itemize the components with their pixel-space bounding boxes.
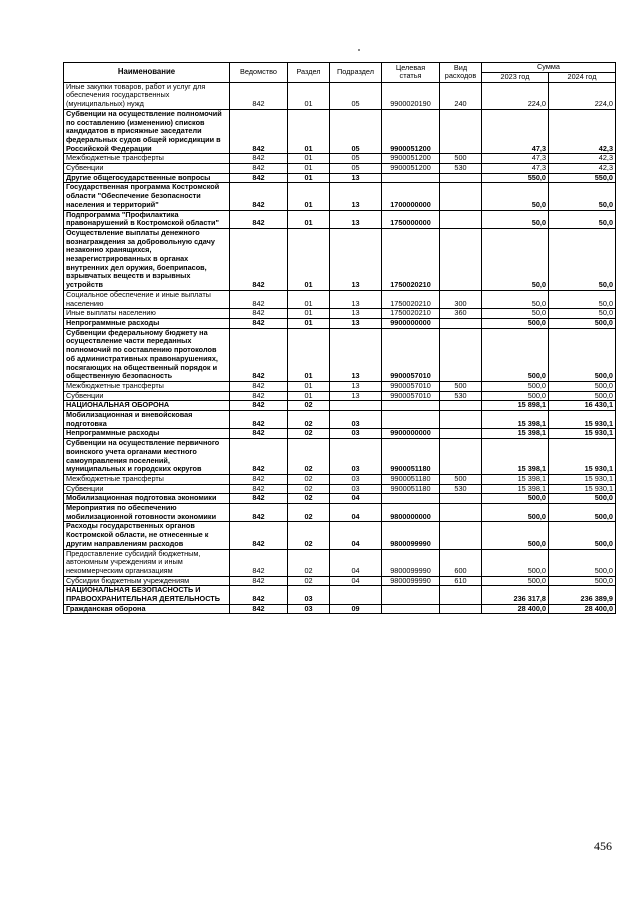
row-name: Мероприятия по обеспечению мобилизационной готовности экономики [64,504,230,522]
row-target: 9900057010 [382,391,440,401]
row-exp-type: 610 [440,576,482,586]
row-name: Межбюджетные трансферты [64,474,230,484]
row-target: 9900051200 [382,164,440,174]
row-sum-2024: 500,0 [549,391,616,401]
row-section: 01 [288,164,330,174]
row-section: 02 [288,439,330,475]
row-sum-2023: 500,0 [482,318,549,328]
header-sum: Сумма [482,63,616,73]
table-row [64,586,616,604]
row-name: Межбюджетные трансферты [64,154,230,164]
row-exp-type: 500 [440,474,482,484]
row-exp-type: 500 [440,381,482,391]
row-subsection: 04 [330,576,382,586]
row-target [382,173,440,183]
row-name: Другие общегосударственные вопросы [64,173,230,183]
row-subsection: 13 [330,210,382,228]
header-exp-type: Вид расходов [440,63,482,83]
row-sum-2023: 47,3 [482,164,549,174]
row-sum-2023: 50,0 [482,210,549,228]
table-row [64,504,616,522]
row-target: 9900020190 [382,82,440,109]
row-dept: 842 [230,210,288,228]
row-subsection: 03 [330,439,382,475]
row-sum-2024: 16 430,1 [549,401,616,411]
row-sum-2023: 500,0 [482,494,549,504]
row-subsection: 04 [330,549,382,576]
row-sum-2023: 500,0 [482,328,549,381]
row-section: 01 [288,318,330,328]
row-sum-2024: 15 930,1 [549,411,616,429]
row-target: 9800000000 [382,504,440,522]
row-sum-2024: 42,3 [549,109,616,154]
row-name: Субвенции [64,164,230,174]
row-sum-2024: 15 930,1 [549,439,616,475]
row-section: 02 [288,549,330,576]
row-sum-2024: 42,3 [549,154,616,164]
row-sum-2023: 500,0 [482,381,549,391]
row-exp-type [440,522,482,549]
header-section: Раздел [288,63,330,83]
row-exp-type: 300 [440,290,482,308]
row-subsection: 13 [330,328,382,381]
row-sum-2023: 236 317,8 [482,586,549,604]
row-dept: 842 [230,604,288,614]
row-subsection: 04 [330,494,382,504]
row-name: Субсидии бюджетным учреждениям [64,576,230,586]
row-exp-type [440,183,482,210]
header-year-2024: 2024 год [549,73,616,83]
row-subsection: 05 [330,164,382,174]
row-section: 01 [288,173,330,183]
row-section: 02 [288,411,330,429]
row-sum-2023: 15 398,1 [482,429,549,439]
row-subsection: 03 [330,411,382,429]
row-section: 01 [288,381,330,391]
row-sum-2024: 50,0 [549,183,616,210]
row-section: 01 [288,109,330,154]
row-dept: 842 [230,494,288,504]
row-dept: 842 [230,309,288,319]
page-number: 456 [594,839,612,853]
row-sum-2023: 50,0 [482,183,549,210]
row-subsection: 13 [330,183,382,210]
row-name: Гражданская оборона [64,604,230,614]
row-exp-type [440,228,482,290]
row-sum-2023: 550,0 [482,173,549,183]
row-sum-2024: 50,0 [549,309,616,319]
row-dept: 842 [230,164,288,174]
row-name: НАЦИОНАЛЬНАЯ БЕЗОПАСНОСТЬ И ПРАВООХРАНИТЕЛЬНАЯ ДЕЯТЕЛЬНОСТЬ [64,586,230,604]
row-sum-2023: 500,0 [482,549,549,576]
row-exp-type: 240 [440,82,482,109]
row-target: 1750000000 [382,210,440,228]
row-subsection: 13 [330,228,382,290]
row-name: Социальное обеспечение и иные выплаты населению [64,290,230,308]
row-dept: 842 [230,522,288,549]
row-exp-type: 530 [440,484,482,494]
row-sum-2023: 50,0 [482,228,549,290]
row-subsection: 09 [330,604,382,614]
row-target: 1700000000 [382,183,440,210]
row-dept: 842 [230,109,288,154]
row-exp-type [440,411,482,429]
row-dept: 842 [230,391,288,401]
row-dept: 842 [230,411,288,429]
row-dept: 842 [230,576,288,586]
row-dept: 842 [230,173,288,183]
row-sum-2023: 28 400,0 [482,604,549,614]
header-target: Целевая статья [382,63,440,83]
row-subsection: 03 [330,429,382,439]
row-sum-2023: 500,0 [482,522,549,549]
row-dept: 842 [230,439,288,475]
row-sum-2023: 500,0 [482,504,549,522]
row-sum-2024: 15 930,1 [549,429,616,439]
row-section: 01 [288,328,330,381]
row-target [382,494,440,504]
row-name: Субвенции на осуществление первичного воинского учета органами местного самоуправления поселений, муниципальных и городских округов [64,439,230,475]
row-exp-type: 530 [440,391,482,401]
row-sum-2023: 15 398,1 [482,484,549,494]
table-row [64,82,616,109]
row-sum-2024: 500,0 [549,576,616,586]
row-sum-2024: 50,0 [549,228,616,290]
row-target: 1750020210 [382,309,440,319]
table-row [64,328,616,381]
row-sum-2024: 42,3 [549,164,616,174]
row-subsection: 05 [330,154,382,164]
table-row [64,604,616,614]
row-section: 02 [288,504,330,522]
row-exp-type [440,604,482,614]
row-exp-type [440,328,482,381]
row-section: 01 [288,154,330,164]
row-exp-type: 600 [440,549,482,576]
row-name: Предоставление субсидий бюджетным, автономным учреждениям и иным некоммерческим организациям [64,549,230,576]
row-name: Мобилизационная и вневойсковая подготовка [64,411,230,429]
row-target [382,411,440,429]
row-sum-2024: 15 930,1 [549,474,616,484]
row-target: 9900000000 [382,429,440,439]
row-name: Осуществление выплаты денежного вознаграждения за добровольную сдачу незаконно хранящихся, незарегистрированных в органах внутренних дел оружия, боеприпасов, взрывчатых веществ и взрывных устройств [64,228,230,290]
row-exp-type: 530 [440,164,482,174]
row-subsection [330,586,382,604]
row-dept: 842 [230,328,288,381]
row-name: Субвенции федеральному бюджету на осуществление части переданных полномочий по составлению протоколов об административных правонарушениях, посягающих на общественный порядок и общественную безопасность [64,328,230,381]
row-target [382,604,440,614]
table-row [64,474,616,484]
row-target: 9800099990 [382,522,440,549]
row-sum-2023: 224,0 [482,82,549,109]
row-exp-type [440,586,482,604]
row-section: 01 [288,82,330,109]
row-name: Государственная программа Костромской области "Обеспечение безопасности населения и территорий" [64,183,230,210]
row-exp-type: 500 [440,154,482,164]
row-target: 9900057010 [382,328,440,381]
row-exp-type [440,210,482,228]
row-subsection: 13 [330,290,382,308]
row-section: 02 [288,401,330,411]
row-sum-2024: 50,0 [549,210,616,228]
row-subsection: 13 [330,318,382,328]
row-target: 9900051200 [382,109,440,154]
table-row [64,411,616,429]
row-dept: 842 [230,549,288,576]
row-exp-type [440,504,482,522]
table-row [64,381,616,391]
row-sum-2023: 47,3 [482,154,549,164]
row-dept: 842 [230,82,288,109]
row-section: 01 [288,228,330,290]
row-target [382,401,440,411]
row-subsection: 13 [330,381,382,391]
row-sum-2024: 500,0 [549,494,616,504]
row-dept: 842 [230,586,288,604]
row-section: 02 [288,484,330,494]
row-subsection: 13 [330,173,382,183]
row-target [382,586,440,604]
row-target: 9900051200 [382,154,440,164]
row-sum-2023: 50,0 [482,290,549,308]
row-dept: 842 [230,183,288,210]
row-sum-2023: 500,0 [482,391,549,401]
row-name: Подпрограмма "Профилактика правонарушений в Костромской области" [64,210,230,228]
row-subsection: 04 [330,522,382,549]
row-exp-type [440,494,482,504]
row-sum-2024: 500,0 [549,522,616,549]
row-sum-2024: 500,0 [549,504,616,522]
budget-table [63,62,616,614]
table-row [64,210,616,228]
row-subsection: 04 [330,504,382,522]
row-sum-2023: 500,0 [482,576,549,586]
row-section: 01 [288,290,330,308]
row-name: НАЦИОНАЛЬНАЯ ОБОРОНА [64,401,230,411]
row-section: 01 [288,210,330,228]
row-subsection [330,401,382,411]
table-row [64,549,616,576]
row-section: 03 [288,586,330,604]
row-subsection: 13 [330,391,382,401]
row-sum-2023: 15 898,1 [482,401,549,411]
row-sum-2023: 15 398,1 [482,411,549,429]
row-sum-2023: 50,0 [482,309,549,319]
row-subsection: 05 [330,82,382,109]
row-exp-type [440,401,482,411]
row-exp-type [440,173,482,183]
row-exp-type [440,439,482,475]
table-row [64,290,616,308]
row-sum-2024: 500,0 [549,328,616,381]
row-target: 1750020210 [382,228,440,290]
row-dept: 842 [230,474,288,484]
row-sum-2024: 550,0 [549,173,616,183]
row-sum-2023: 47,3 [482,109,549,154]
table-header [64,63,616,83]
header-subsection: Подраздел [330,63,382,83]
row-section: 03 [288,604,330,614]
row-exp-type [440,109,482,154]
row-target: 9900051180 [382,484,440,494]
row-name: Непрограммные расходы [64,429,230,439]
row-sum-2024: 28 400,0 [549,604,616,614]
header-dept: Ведомство [230,63,288,83]
row-dept: 842 [230,154,288,164]
row-section: 01 [288,183,330,210]
row-subsection: 13 [330,309,382,319]
row-name: Субвенции [64,391,230,401]
row-dept: 842 [230,381,288,391]
row-dept: 842 [230,290,288,308]
table-row [64,228,616,290]
table-row [64,183,616,210]
row-target: 9900000000 [382,318,440,328]
row-subsection: 03 [330,474,382,484]
header-year-2023: 2023 год [482,73,549,83]
row-section: 02 [288,576,330,586]
row-name: Мобилизационная подготовка экономики [64,494,230,504]
row-target: 9900057010 [382,381,440,391]
row-sum-2023: 15 398,1 [482,474,549,484]
row-sum-2024: 500,0 [549,318,616,328]
row-dept: 842 [230,429,288,439]
row-target: 9800099990 [382,576,440,586]
row-target: 9900051180 [382,439,440,475]
row-dept: 842 [230,318,288,328]
table-body [64,82,616,614]
row-sum-2024: 500,0 [549,381,616,391]
row-name: Межбюджетные трансферты [64,381,230,391]
table-row [64,439,616,475]
row-sum-2024: 50,0 [549,290,616,308]
row-sum-2024: 15 930,1 [549,484,616,494]
row-dept: 842 [230,401,288,411]
row-name: Иные закупки товаров, работ и услуг для обеспечения государственных (муниципальных) нужд [64,82,230,109]
row-exp-type [440,429,482,439]
row-section: 02 [288,429,330,439]
row-name: Иные выплаты населению [64,309,230,319]
row-target: 9900051180 [382,474,440,484]
row-dept: 842 [230,228,288,290]
row-dept: 842 [230,484,288,494]
table-row [64,318,616,328]
row-section: 01 [288,309,330,319]
row-section: 01 [288,391,330,401]
row-subsection: 03 [330,484,382,494]
table-row [64,522,616,549]
row-target: 1750020210 [382,290,440,308]
row-section: 02 [288,494,330,504]
row-section: 02 [288,474,330,484]
row-name: Непрограммные расходы [64,318,230,328]
table-row [64,164,616,174]
header-name: Наименование [64,63,230,83]
row-sum-2024: 500,0 [549,549,616,576]
table-row [64,109,616,154]
row-target: 9800099990 [382,549,440,576]
row-sum-2024: 224,0 [549,82,616,109]
row-name: Субвенции на осуществление полномочий по составлению (изменению) списков кандидатов в присяжные заседатели федеральных судов общей юрисдикции в Российской Федерации [64,109,230,154]
row-subsection: 05 [330,109,382,154]
row-name: Расходы государственных органов Костромской области, не отнесенные к другим направлениям расходов [64,522,230,549]
scan-dot [358,49,360,51]
row-sum-2024: 236 389,9 [549,586,616,604]
row-dept: 842 [230,504,288,522]
row-exp-type: 360 [440,309,482,319]
row-sum-2023: 15 398,1 [482,439,549,475]
row-exp-type [440,318,482,328]
row-name: Субвенции [64,484,230,494]
row-section: 02 [288,522,330,549]
